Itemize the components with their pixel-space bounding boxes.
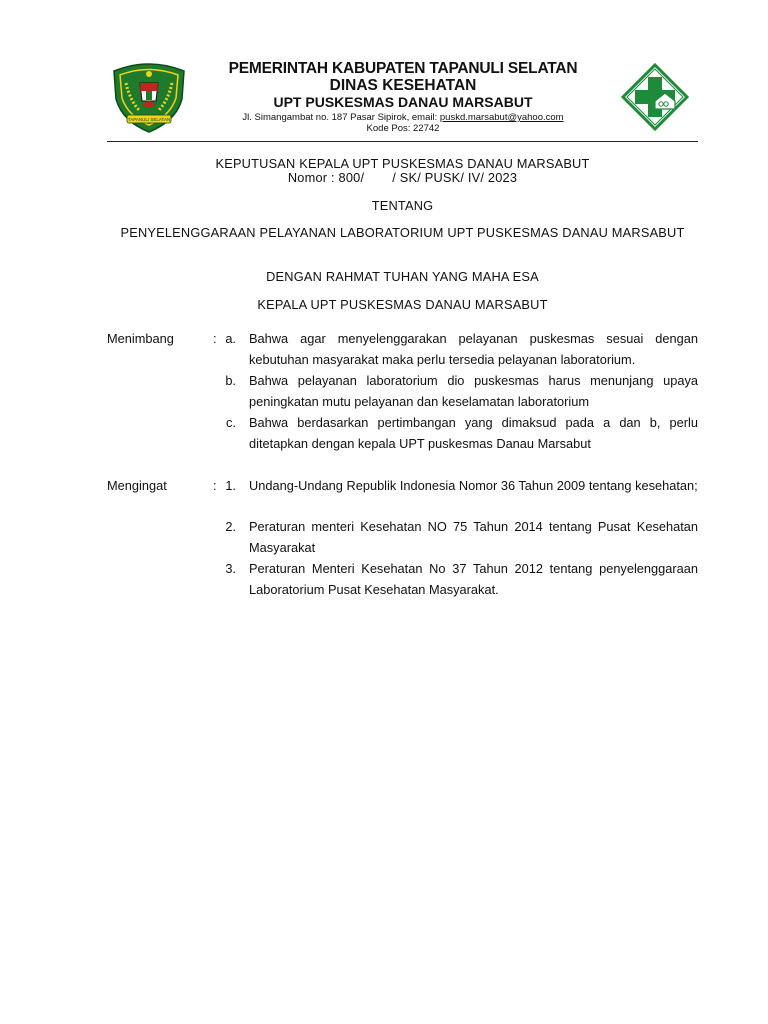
agency-name: DINAS KESEHATAN	[329, 77, 477, 94]
item-text: Bahwa agar menyelenggarakan pelayanan puskesmas sesuai dengan kebutuhan masyarakat maka perlu tersedia pelayanan laboratorium.	[249, 331, 698, 367]
item-marker: 3.	[225, 561, 236, 576]
regency-crest-icon	[110, 61, 188, 134]
postal-code: Kode Pos: 22742	[366, 123, 440, 134]
svg-text:TAPANULI SELATAN: TAPANULI SELATAN	[127, 117, 171, 122]
item-text: Peraturan Menteri Kesehatan No 37 Tahun 2012 tentang penyelenggaraan Laboratorium Pusat Kesehatan Masyarakat.	[249, 561, 698, 597]
address-line	[196, 112, 610, 123]
menimbang-label: Menimbang	[107, 331, 174, 346]
mengingat-section	[107, 478, 698, 602]
decree-about: TENTANG	[371, 198, 434, 213]
address-text: Jl. Simangambat no. 187 Pasar Sipirok, email:	[242, 112, 438, 123]
item-marker: 1.	[225, 478, 236, 493]
decree-grace: DENGAN RAHMAT TUHAN YANG MAHA ESA	[266, 269, 539, 284]
puskesmas-cross-icon	[621, 63, 689, 131]
mengingat-label: Mengingat	[107, 478, 167, 493]
decree-subject: PENYELENGGARAAN PELAYANAN LABORATORIUM UPT PUSKESMAS DANAU MARSABUT	[120, 225, 685, 240]
mengingat-colon: :	[213, 478, 217, 493]
decree-head: KEPALA UPT PUSKESMAS DANAU MARSABUT	[257, 297, 548, 312]
item-marker: c.	[226, 415, 236, 430]
item-marker: 2.	[225, 519, 236, 534]
government-name: PEMERINTAH KABUPATEN TAPANULI SELATAN	[228, 60, 578, 77]
letterhead-divider	[107, 141, 698, 142]
decree-number-suffix: / SK/ PUSK/ IV/ 2023	[392, 170, 518, 185]
unit-name: UPT PUSKESMAS DANAU MARSABUT	[273, 94, 533, 110]
decree-number	[107, 171, 698, 184]
item-text: Bahwa berdasarkan pertimbangan yang dimaksud pada a dan b, perlu ditetapkan dengan kepala UPT puskesmas Danau Marsabut	[249, 415, 698, 451]
item-text: Undang-Undang Republik Indonesia Nomor 36 Tahun 2009 tentang kesehatan;	[249, 478, 698, 493]
decree-number-prefix: Nomor : 800/	[287, 170, 365, 185]
decree-title: KEPUTUSAN KEPALA UPT PUSKESMAS DANAU MARSABUT	[215, 156, 590, 171]
email-link[interactable]: puskd.marsabut@yahoo.com	[439, 112, 564, 123]
item-marker: a.	[225, 331, 236, 346]
menimbang-section	[107, 331, 698, 455]
item-marker: b.	[225, 373, 236, 388]
item-text: Peraturan menteri Kesehatan NO 75 Tahun 2014 tentang Pusat Kesehatan Masyarakat	[249, 519, 698, 555]
menimbang-colon: :	[213, 331, 217, 346]
letterhead	[196, 60, 610, 135]
item-text: Bahwa pelayanan laboratorium dio puskesmas harus menunjang upaya peningkatan mutu pelayanan dan keselamatan laboratorium	[249, 373, 698, 409]
